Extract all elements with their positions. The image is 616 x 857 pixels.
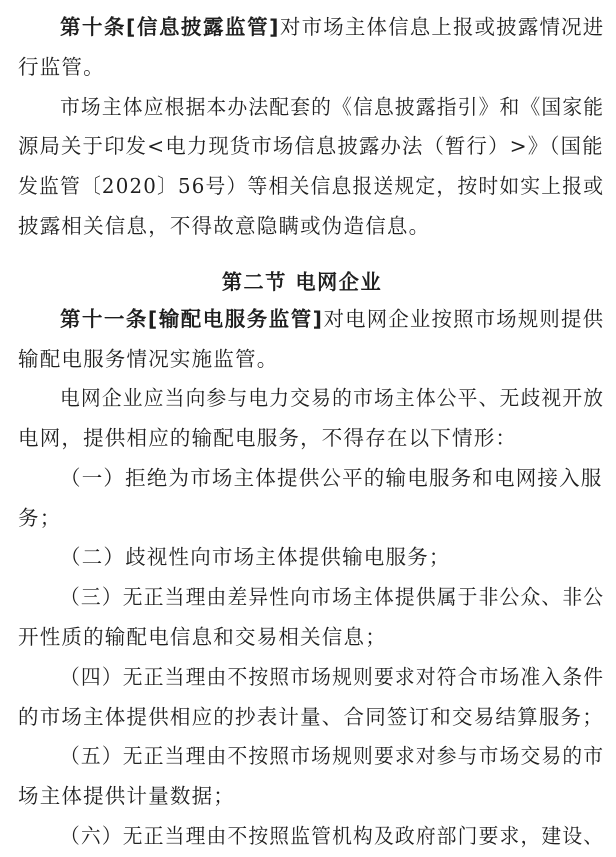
list-item-5-line-1: （五）无正当理由不按照市场规则要求对参与市场交易的市 [60,744,605,769]
article-10-para-line-1: 市场主体应根据本办法配套的《信息披露指引》和《国家能 [60,94,605,119]
article-11-para-line-1: 电网企业应当向参与电力交易的市场主体公平、无歧视开放 [60,386,605,411]
article-11-line-2: 输配电服务情况实施监管。 [18,346,279,371]
section-title: 第二节 电网企业 [221,269,383,294]
list-item-4-line-2: 的市场主体提供相应的抄表计量、合同签订和交易结算服务； [18,704,604,729]
article-11-first-line [60,306,604,332]
article-10-line-2: 行监管。 [18,54,105,79]
list-item-3-line-1: （三）无正当理由差异性向市场主体提供属于非公众、非公 [60,585,605,610]
article-11-heading: 第十一条[输配电服务监管] [60,306,324,331]
list-item-4-line-1: （四）无正当理由不按照市场规则要求对符合市场准入条件 [60,664,605,689]
list-item-1-line-1: （一）拒绝为市场主体提供公平的输电服务和电网接入服 [60,465,603,490]
list-item-6-line-1: （六）无正当理由不按照监管机构及政府部门要求，建设、 [60,824,605,848]
list-item-1-line-2: 务； [18,505,62,530]
list-item-2-line-1: （二）歧视性向市场主体提供输电服务； [60,545,451,570]
article-11-text: 对电网企业按照市场规则提供 [323,306,605,331]
list-item-5-line-2: 场主体提供计量数据； [18,784,235,809]
article-10-para-line-4: 披露相关信息，不得故意隐瞒或伪造信息。 [18,213,431,238]
article-10-heading: 第十条[信息披露监管] [60,15,281,39]
article-10-para-line-3: 发监管〔2020〕56号）等相关信息报送规定，按时如实上报或 [18,174,605,199]
article-11-para-line-2: 电网，提供相应的输配电服务，不得存在以下情形： [18,426,518,451]
list-item-3-line-2: 开性质的输配电信息和交易相关信息； [18,625,387,650]
article-10-text: 对市场主体信息上报或披露情况进 [280,15,605,39]
article-10-para-line-2: 源局关于印发<电力现货市场信息披露办法（暂行）>》（国能 [18,134,604,159]
article-10-first-line [60,14,604,40]
